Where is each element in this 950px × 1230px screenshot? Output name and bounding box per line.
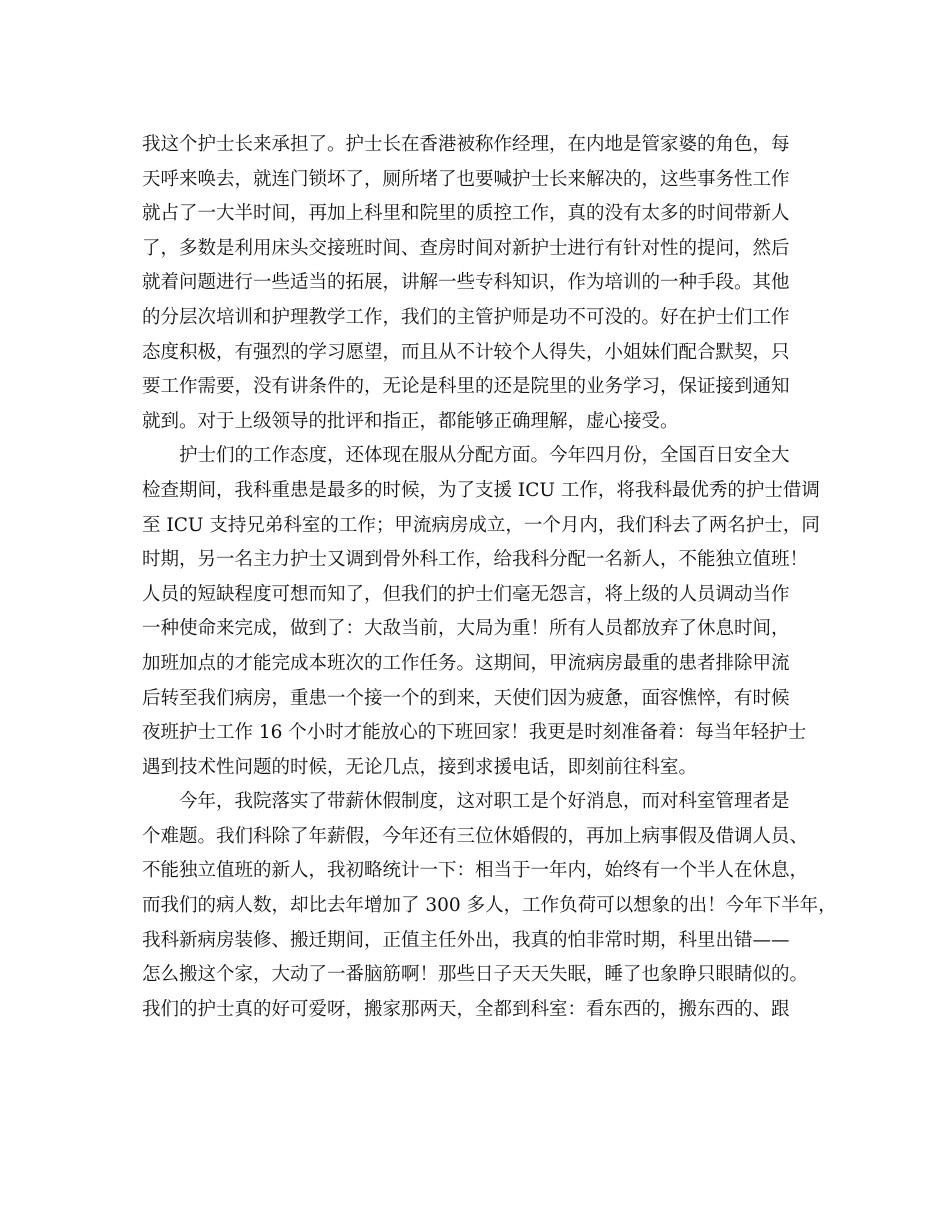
text-line: 人员的短缺程度可想而知了，但我们的护士们毫无怨言，将上级的人员调动当作 [142,583,790,605]
text-line: 我们的护士真的好可爱呀，搬家那两天，全都到科室：看东西的，搬东西的、跟 [142,998,790,1020]
text-line: 夜班护士工作 16 个小时才能放心的下班回家！我更是时刻准备着：每当年轻护士 [142,722,807,744]
text-line: 天呼来唤去，就连门锁坏了，厕所堵了也要喊护士长来解决的，这些事务性工作 [142,168,790,190]
text-line: 加班加点的才能完成本班次的工作任务。这期间，甲流病房最重的患者排除甲流 [142,652,790,674]
text-line: 了，多数是利用床头交接班时间、查房时间对新护士进行有针对性的提问，然后 [142,237,790,259]
text-line: 怎么搬这个家，大动了一番脑筋啊！那些日子天天失眠，睡了也象睁只眼睛似的。 [142,964,809,986]
body-text [142,128,837,1027]
text-line: 就着问题进行一些适当的拓展，讲解一些专科知识，作为培训的一种手段。其他 [142,272,790,294]
text-line: 一种使命来完成，做到了：大敌当前，大局为重！所有人员都放弃了休息时间， [142,618,790,640]
paragraph-first-line: 护士们的工作态度，还体现在服从分配方面。今年四月份，全国百日安全大 [179,445,790,467]
text-line: 我这个护士长来承担了。护士长在香港被称作经理，在内地是管家婆的角色，每 [142,134,790,155]
text-line: 就占了一大半时间，再加上科里和院里的质控工作，真的没有太多的时间带新人 [142,203,790,225]
text-line: 要工作需要，没有讲条件的，无论是科里的还是院里的业务学习，保证接到通知 [142,376,790,398]
text-line: 而我们的病人数，却比去年增加了 300 多人，工作负荷可以想象的出！今年下半年， [142,895,837,917]
text-line: 的分层次培训和护理教学工作，我们的主管护师是功不可没的。好在护士们工作 [142,306,790,328]
text-line: 就到。对于上级领导的批评和指正，都能够正确理解，虚心接受。 [142,410,679,432]
text-line: 至 ICU 支持兄弟科室的工作；甲流病房成立，一个月内，我们科去了两名护士，同 [142,514,820,536]
text-line: 时期，另一名主力护士又调到骨外科工作，给我科分配一名新人，不能独立值班！ [142,549,809,571]
text-line: 不能独立值班的新人，我初略统计一下：相当于一年内，始终有一个半人在休息， [142,860,809,882]
text-line: 遇到技术性问题的时候，无论几点，接到求援电话，即刻前往科室。 [142,756,698,778]
text-line: 我科新病房装修、搬迁期间，正值主任外出，我真的怕非常时期，科里出错—— [142,929,790,951]
paragraph-first-line: 今年，我院落实了带薪休假制度，这对职工是个好消息，而对科室管理者是 [179,791,790,813]
text-line: 个难题。我们科除了年薪假，今年还有三位休婚假的，再加上病事假及借调人员、 [142,825,809,847]
text-line: 检查期间，我科重患是最多的时候，为了支援 ICU 工作，将我科最优秀的护士借调 [142,479,820,501]
text-line: 态度积极，有强烈的学习愿望，而且从不计较个人得失，小姐妹们配合默契，只 [142,341,790,363]
text-line: 后转至我们病房，重患一个接一个的到来，天使们因为疲惫，面容憔悴，有时候 [142,687,790,709]
